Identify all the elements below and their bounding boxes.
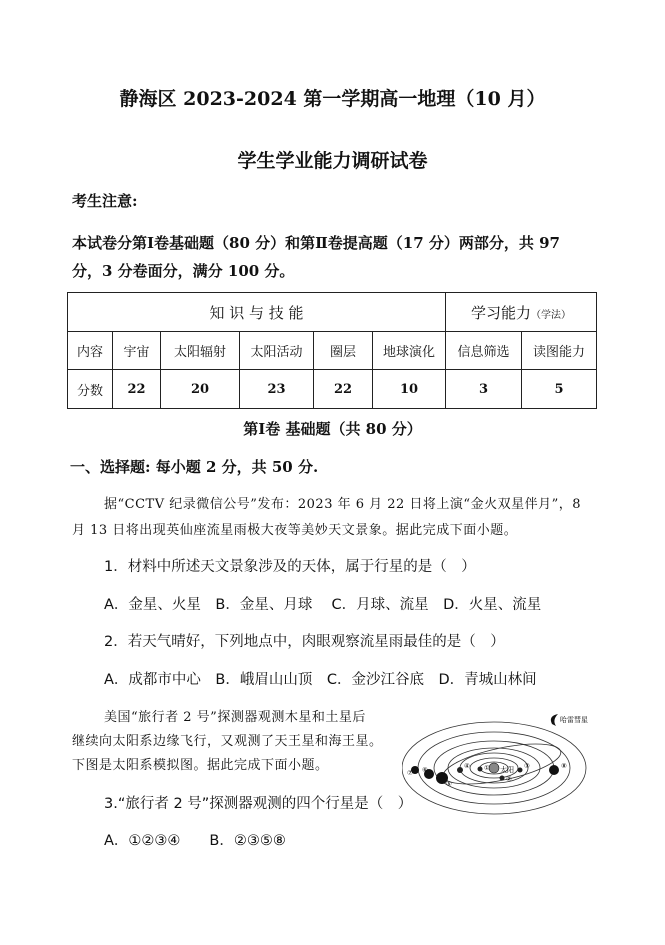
orbit-number: ⑦: [407, 769, 413, 777]
planet-icon: [457, 767, 463, 773]
notice-line-2: 分，3 分卷面分，满分 100 分。: [72, 262, 295, 280]
row-score-label: 分数: [68, 370, 113, 409]
orbit-number: ⑤: [446, 780, 452, 788]
item-cell: 太阳辐射: [161, 332, 240, 370]
score-cell: 23: [240, 370, 314, 409]
question-1-options: A．金星、火星 B．金星、月球 C．月球、流星 D．火星、流星: [104, 597, 542, 613]
material-2-line-2: 继续向太阳系边缘飞行，又观测了天王星和海王星。: [72, 734, 383, 749]
part-heading: 一、选择题: 每小题 2 分，共 50 分.: [70, 458, 319, 476]
item-cell: 读图能力: [522, 332, 597, 370]
score-cell: 20: [161, 370, 240, 409]
score-table: [67, 292, 597, 409]
item-cell: 宇宙: [113, 332, 161, 370]
score-cell: 3: [446, 370, 522, 409]
planet-icon: [500, 776, 505, 781]
sun-label: 太阳: [500, 766, 514, 774]
question-2-options: A．成都市中心 B．峨眉山山顶 C．金沙江谷底 D．青城山林间: [104, 672, 537, 688]
item-cell: 信息筛选: [446, 332, 522, 370]
item-cell: 地球演化: [373, 332, 446, 370]
notice-label: 考生注意:: [72, 192, 138, 210]
exam-subtitle: 学生学业能力调研试卷: [237, 150, 428, 172]
section-title: 第Ⅰ卷 基础题（共 80 分）: [243, 420, 422, 438]
material-2-line-3: 下图是太阳系模拟图。据此完成下面小题。: [72, 758, 329, 773]
score-cell: 5: [522, 370, 597, 409]
comet-icon: [551, 714, 558, 726]
learning-ability-label: 学习能力: [470, 303, 531, 322]
planet-icon: [518, 768, 523, 773]
planet-icon: [478, 767, 483, 772]
sun-icon: [489, 763, 499, 773]
orbit-number: ③: [524, 762, 530, 770]
item-cell: 太阳活动: [240, 332, 314, 370]
planet-icon: [549, 765, 559, 775]
item-cell: 圈层: [314, 332, 373, 370]
material-1-line-1: 据“CCTV 纪录微信公号”发布：2023 年 6 月 22 日将上演“金火双星伴月”，8: [104, 497, 581, 512]
score-cell: 10: [373, 370, 446, 409]
orbit-number: ④: [464, 762, 470, 770]
learning-ability-note: （学法）: [531, 309, 571, 321]
score-cell: 22: [113, 370, 161, 409]
exam-title: 静海区 2023-2024 第一学期高一地理（10 月）: [119, 88, 546, 110]
orbit-number: ①: [484, 764, 490, 772]
question-3-stem: 3.“旅行者 2 号”探测器观测的四个行星是（ ）: [104, 796, 413, 812]
orbit-number: ②: [506, 775, 512, 783]
question-2-stem: 2．若天气晴好，下列地点中，肉眼观察流星雨最佳的是（ ）: [104, 634, 505, 650]
score-cell: 22: [314, 370, 373, 409]
group-learning-ability: [446, 293, 597, 332]
question-3-options: A．①②③④ B．②③⑤⑧: [104, 833, 286, 849]
solar-system-diagram: [402, 708, 602, 826]
material-1-line-2: 月 13 日将出现英仙座流星雨极大夜等美妙天文景象。据此完成下面小题。: [72, 523, 518, 538]
group-knowledge-skills: 知 识 与 技 能: [68, 293, 446, 332]
notice-line-1: 本试卷分第Ⅰ卷基础题（80 分）和第Ⅱ卷提高题（17 分）两部分，共 97: [72, 234, 560, 252]
question-1-stem: 1．材料中所述天文景象涉及的天体，属于行星的是（ ）: [104, 559, 476, 575]
material-2-line-1: 美国“旅行者 2 号”探测器观测木星和土星后: [104, 710, 366, 725]
comet-label: 哈雷彗星: [560, 716, 588, 724]
row-content-label: 内容: [68, 332, 113, 370]
orbit-number: ⑧: [561, 762, 567, 770]
orbit-number: ⑥: [422, 766, 428, 774]
